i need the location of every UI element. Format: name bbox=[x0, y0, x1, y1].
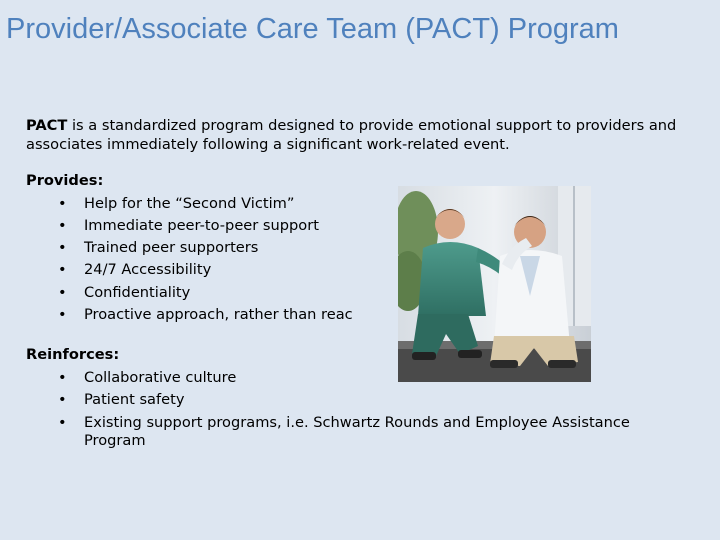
reinforces-heading: Reinforces: bbox=[26, 346, 120, 364]
photo-illustration bbox=[398, 186, 591, 382]
list-item: • Collaborative culture bbox=[84, 369, 696, 388]
list-item: • Immediate peer-to-peer support bbox=[84, 217, 696, 236]
page-title: Provider/Associate Care Team (PACT) Program bbox=[6, 13, 619, 45]
list-item: • Existing support programs, i.e. Schwartz Rounds and Employee Assistance Program bbox=[84, 414, 696, 451]
list-item: • Proactive approach, rather than reac bbox=[84, 306, 696, 325]
list-item: • Help for the “Second Victim” bbox=[84, 195, 696, 214]
intro-paragraph bbox=[26, 117, 696, 154]
provides-list bbox=[26, 195, 696, 325]
intro-text: is a standardized program designed to provide emotional support to providers and associates immediately following a significant work-related event. bbox=[26, 117, 677, 153]
list-item: • Patient safety bbox=[84, 391, 696, 410]
list-item: • Confidentiality bbox=[84, 284, 696, 303]
list-item: • Trained peer supporters bbox=[84, 239, 696, 258]
provides-heading: Provides: bbox=[26, 172, 104, 189]
intro-lead: PACT bbox=[26, 117, 68, 134]
photo-two-clinicians bbox=[398, 186, 591, 382]
reinforces-list bbox=[26, 369, 696, 451]
list-item: • 24/7 Accessibility bbox=[84, 261, 696, 280]
slide-content bbox=[26, 117, 696, 473]
